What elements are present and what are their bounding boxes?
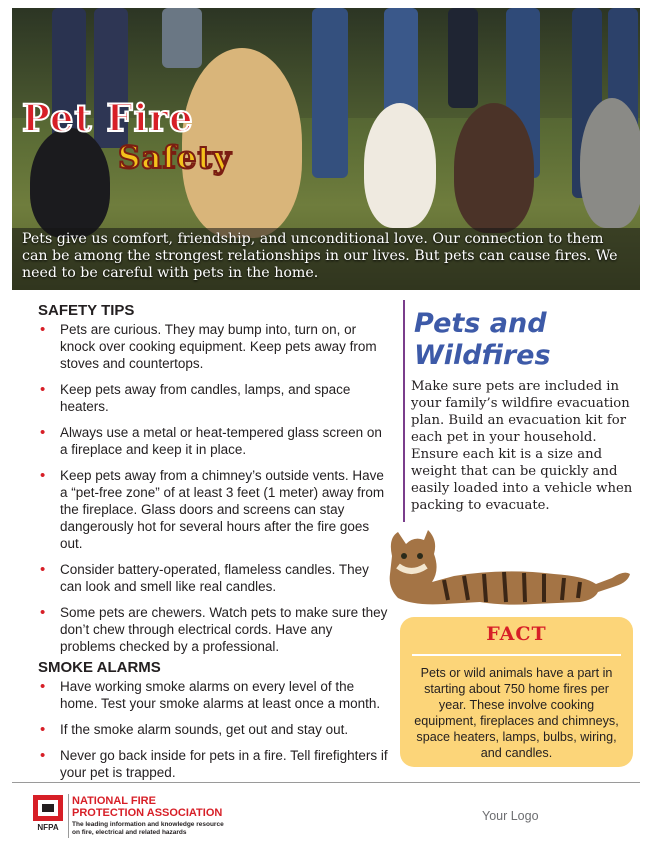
org-tagline-line2: on fire, electrical and related hazards <box>72 829 187 836</box>
left-column <box>38 302 388 790</box>
list-item-text: Never go back inside for pets in a fire. Tell firefighters if your pet is trapped. <box>60 748 388 780</box>
bullet-icon: • <box>40 747 46 764</box>
fact-divider <box>412 654 621 656</box>
wildfires-title-line1: Pets and <box>414 308 547 339</box>
brown-dog <box>454 103 534 233</box>
list-item <box>38 467 388 552</box>
your-logo-placeholder: Your Logo <box>482 809 539 823</box>
list-item-text: Pets are curious. They may bump into, turn on, or knock over cooking equipment. Keep pets away from stoves and countertops. <box>60 322 377 371</box>
list-item-text: Always use a metal or heat-tempered glass screen on a fireplace and keep it in place. <box>60 425 382 457</box>
list-item <box>38 561 388 595</box>
list-item-text: Consider battery-operated, flameless candles. They can look and smell like real candles. <box>60 562 369 594</box>
smoke-alarms-heading: SMOKE ALARMS <box>38 659 161 676</box>
grey-dog <box>580 98 640 228</box>
list-item <box>38 381 388 415</box>
list-item-text: Keep pets away from a chimney’s outside vents. Have a “pet-free zone” of at least 3 feet (1 meter) away from the fireplace. Glass doors and screens can stay dangerously hot for several hours after the fire goes out. <box>60 468 385 551</box>
fact-box <box>400 617 633 767</box>
bullet-icon: • <box>40 424 46 441</box>
bullet-icon: • <box>40 467 46 484</box>
list-item-text: If the smoke alarm sounds, get out and stay out. <box>60 722 349 737</box>
black-dog <box>30 128 110 238</box>
list-item <box>38 747 388 781</box>
list-item <box>38 678 388 712</box>
list-item <box>38 604 388 655</box>
bullet-icon: • <box>40 721 46 738</box>
nfpa-logo-icon <box>32 794 64 832</box>
nfpa-logo-text: NFPA <box>37 823 59 832</box>
org-tagline-line1: The leading information and knowledge resource <box>72 821 224 828</box>
list-item <box>38 321 388 372</box>
wildfires-text: Make sure pets are included in your family’s wildfire evacuation plan. Build an evacuation kit for each pet in your household. Ensure each kit is a size and weight that can be quickly and easily loaded into a vehicle when packing to evacuate. <box>411 379 633 513</box>
bullet-icon: • <box>40 561 46 578</box>
footer-divider <box>12 782 640 783</box>
fact-title: FACT <box>486 623 547 645</box>
intro-text: Pets give us comfort, friendship, and unconditional love. Our connection to them can be among the strongest relationships in our lives. But pets can cause fires. We need to be careful with pets in the home. <box>22 231 618 281</box>
list-item-text: Keep pets away from candles, lamps, and space heaters. <box>60 382 351 414</box>
white-dog <box>364 103 436 228</box>
smoke-alarms-list <box>38 678 388 781</box>
person-legs <box>162 8 202 68</box>
wildfires-title-line2: Wildfires <box>414 340 551 371</box>
bullet-icon: • <box>40 321 46 338</box>
org-name-line2: PROTECTION ASSOCIATION <box>72 807 223 819</box>
list-item <box>38 721 388 738</box>
safety-tips-list <box>38 321 388 655</box>
person-legs <box>448 8 478 108</box>
fact-text: Pets or wild animals have a part in starting about 750 home fires per year. These involve cooking equipment, fireplaces and chimneys, space heaters, lamps, bulbs, wiring, and candles. <box>414 666 619 760</box>
org-name-line1: NATIONAL FIRE <box>72 795 156 807</box>
tabby-cat-image <box>384 526 634 608</box>
bullet-icon: • <box>40 678 46 695</box>
title-safety: Safety <box>118 140 232 176</box>
column-divider <box>403 300 405 522</box>
title-pet-fire: Pet Fire <box>22 96 194 140</box>
list-item <box>38 424 388 458</box>
list-item-text: Have working smoke alarms on every level of the home. Test your smoke alarms at least once a month. <box>60 679 381 711</box>
wildfires-title <box>414 308 551 372</box>
safety-tips-heading: SAFETY TIPS <box>38 302 135 319</box>
org-tagline <box>72 821 272 837</box>
bullet-icon: • <box>40 604 46 621</box>
organization-block <box>72 795 272 837</box>
bullet-icon: • <box>40 381 46 398</box>
footer-vertical-divider <box>68 794 69 838</box>
person-legs <box>312 8 348 178</box>
list-item-text: Some pets are chewers. Watch pets to make sure they don’t chew through electrical cords. Have any problems checked by a professional. <box>60 605 388 654</box>
